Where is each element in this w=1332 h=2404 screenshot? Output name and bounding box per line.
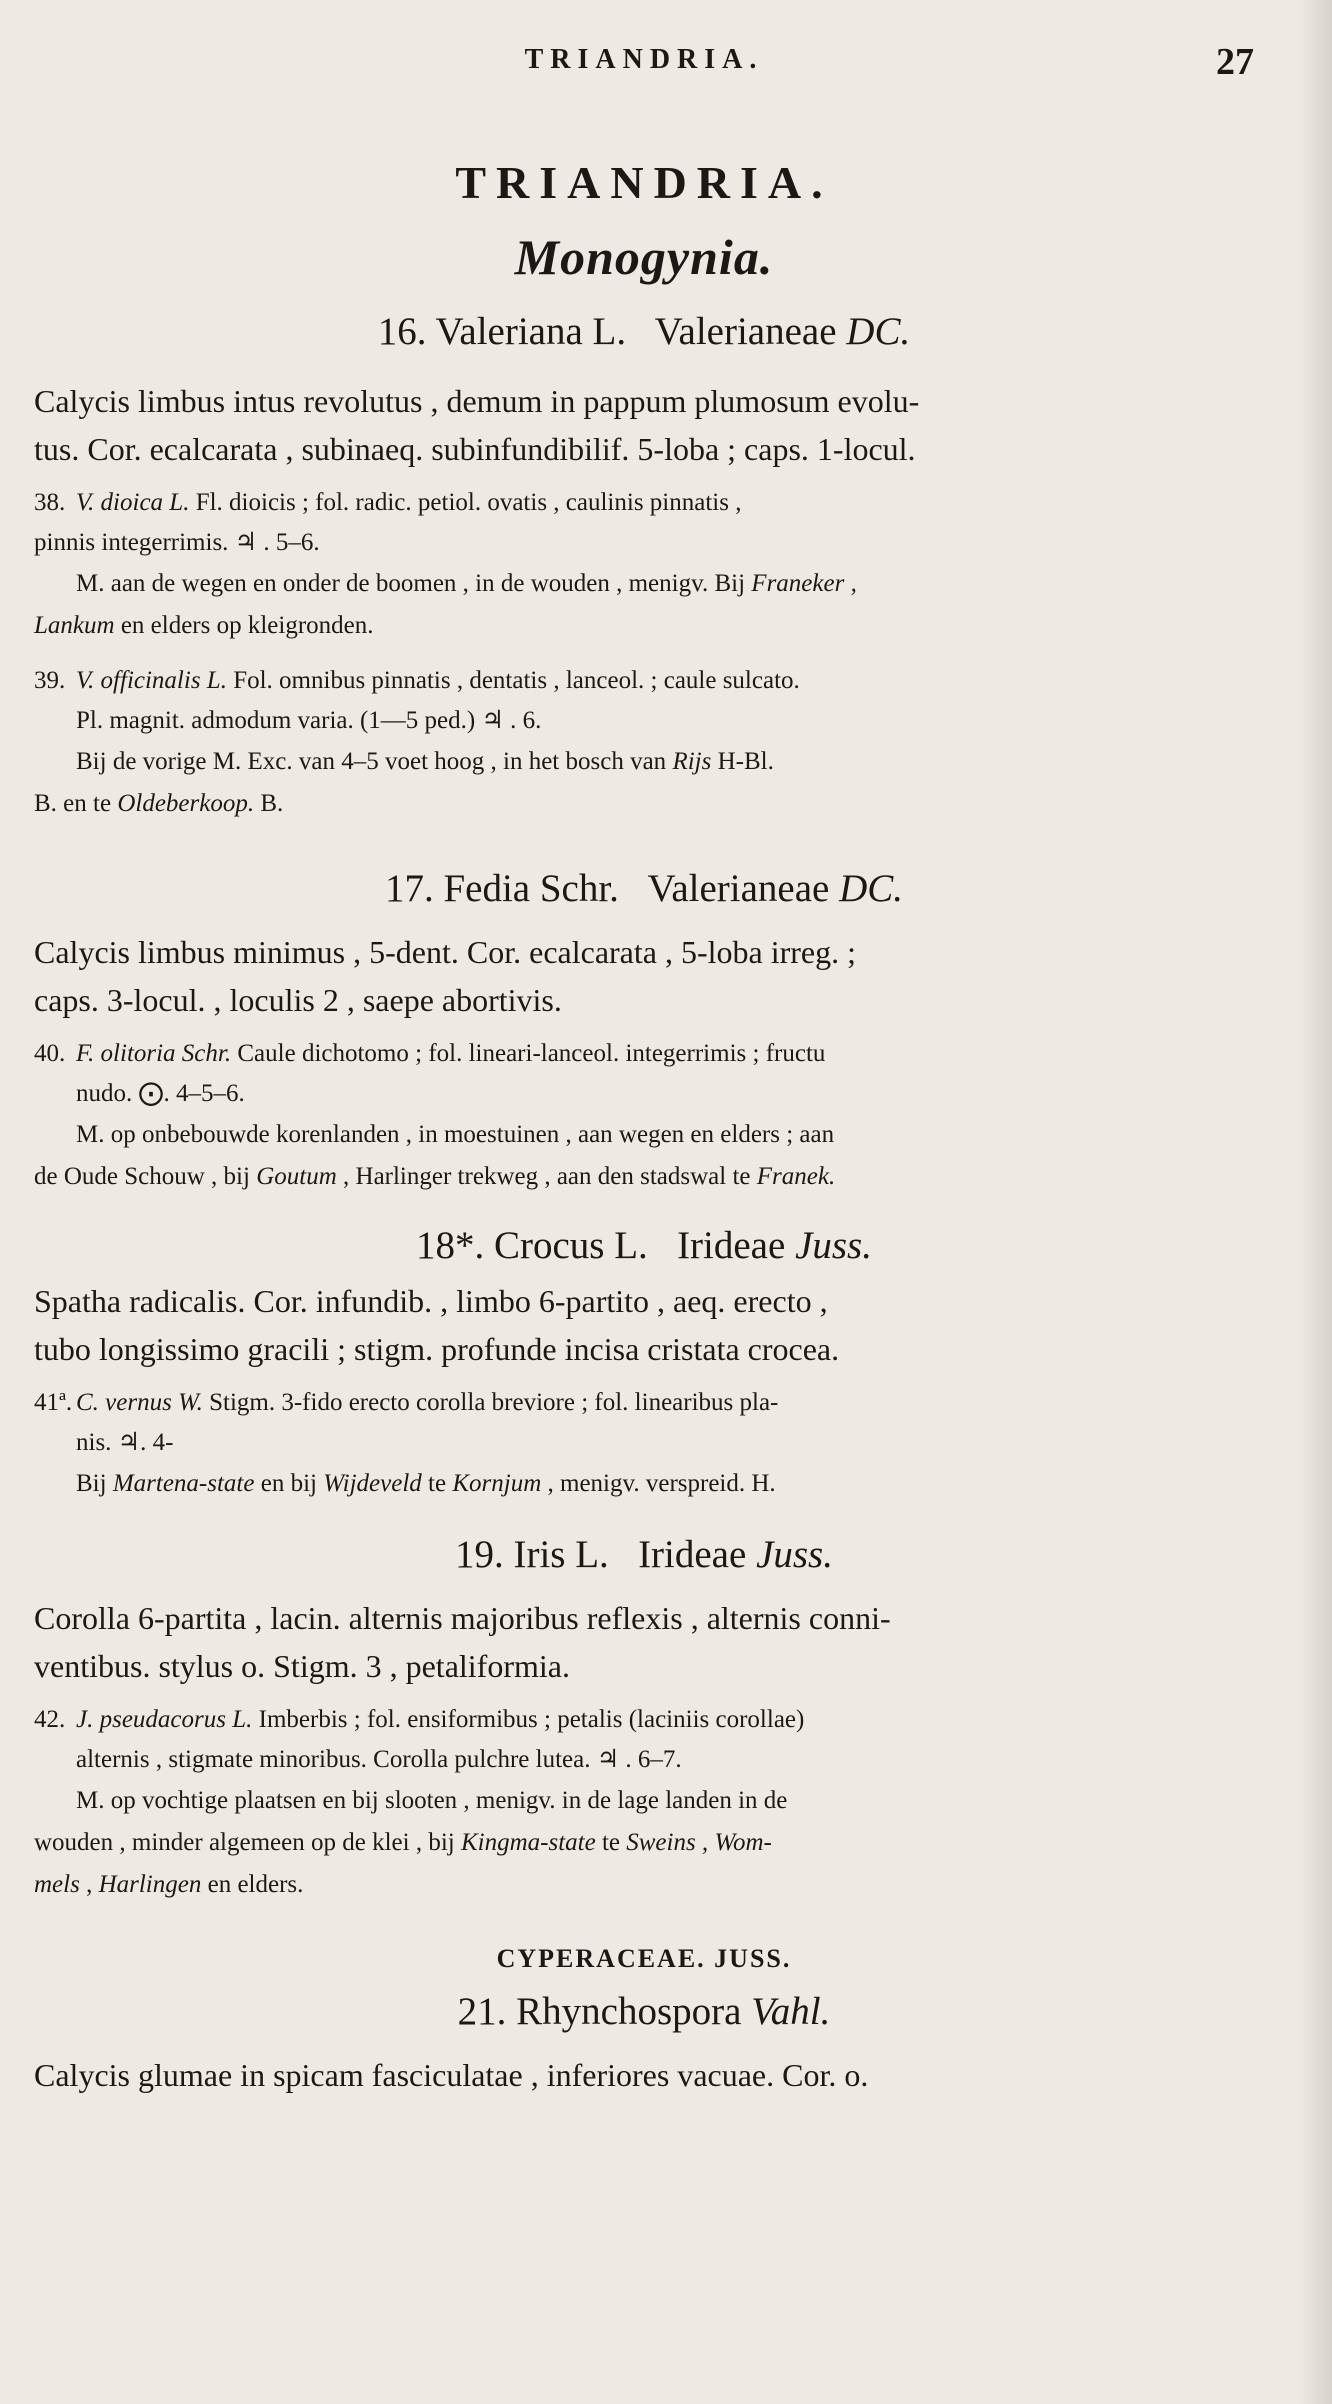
genus-name: Valeriana L. <box>435 310 627 353</box>
species-name: V. dioica L. <box>76 489 190 516</box>
habitat-text: M. op vochtige plaatsen en bij slooten , menigv. in de lage landen in de <box>76 1787 788 1814</box>
species-entry <box>34 1034 1254 1198</box>
species-description: Imberbis ; fol. ensiformibus ; petalis (laciniis corollae) <box>258 1706 805 1733</box>
habitat-text: en elders. <box>207 1871 304 1898</box>
running-head <box>34 0 1254 83</box>
locality: Kornjum <box>452 1470 542 1497</box>
species-entry <box>34 1700 1254 1906</box>
habitat-text: , menigv. verspreid. H. <box>547 1470 776 1497</box>
species-number: 39. <box>34 667 66 694</box>
habitat-text: M. op onbebouwde korenlanden , in moestuinen , aan wegen en elders ; aan <box>76 1121 835 1148</box>
species-description: alternis , stigmate minoribus. Corolla pulchre lutea. ♃ . 6–7. <box>76 1746 682 1773</box>
locality: mels <box>34 1871 80 1898</box>
species-description: pinnis integerrimis. ♃ . 5–6. <box>34 529 320 556</box>
species-entry <box>34 483 1254 647</box>
class-title: TRIANDRIA. <box>455 157 833 208</box>
genus-family: Valerianeae <box>654 310 837 353</box>
habitat-text: te <box>601 1829 620 1856</box>
locality: Kingma-state <box>460 1829 596 1856</box>
page-number: 27 <box>1216 41 1254 83</box>
family-heading: CYPERACEAE. JUSS. <box>496 1944 792 1973</box>
species-description: nis. ♃. 4- <box>76 1429 174 1456</box>
habitat-text: en elders op kleigronden. <box>120 612 374 639</box>
genus-family-author: DC. <box>846 310 911 353</box>
running-title: TRIANDRIA. <box>524 44 764 75</box>
habitat-text: M. aan de wegen en onder de boomen , in de wouden , menigv. Bij <box>76 570 746 597</box>
char-line: Spatha radicalis. Cor. infundib. , limbo 6-partito , aeq. erecto , <box>34 1283 828 1319</box>
genus-character <box>34 928 1254 1024</box>
species-number: 40. <box>34 1040 66 1067</box>
char-line: caps. 3-locul. , loculis 2 , saepe abortivis. <box>34 982 562 1018</box>
char-line: Calycis glumae in spicam fasciculatae , inferiores vacuae. Cor. o. <box>34 2057 869 2093</box>
species-description: Fol. omnibus pinnatis , dentatis , lanceol. ; caule sulcato. <box>233 667 800 694</box>
char-line: Calycis limbus minimus , 5-dent. Cor. ecalcarata , 5-loba irreg. ; <box>34 934 857 970</box>
genus-number: 19. <box>455 1533 504 1576</box>
species-description: Fl. dioicis ; fol. radic. petiol. ovatis , caulinis pinnatis , <box>195 489 742 516</box>
genus-character <box>34 377 1254 473</box>
species-name: V. officinalis L. <box>76 667 227 694</box>
locality: Goutum <box>256 1163 337 1190</box>
species-description: Caule dichotomo ; fol. lineari-lanceol. integerrimis ; fructu <box>237 1040 826 1067</box>
species-number: 42. <box>34 1706 66 1733</box>
species-entry <box>34 1383 1254 1505</box>
char-line: Corolla 6-partita , lacin. alternis majoribus reflexis , alternis conni- <box>34 1600 891 1636</box>
habitat-text: , <box>86 1871 93 1898</box>
genus-family: Irideae <box>638 1533 747 1576</box>
genus-number: 16. <box>377 310 427 353</box>
habitat-text: B. <box>260 790 284 817</box>
species-number: 41ª. <box>34 1389 73 1416</box>
habitat-text: Bij de vorige M. Exc. van 4–5 voet hoog , in het bosch van <box>76 748 667 775</box>
habitat-text: wouden , minder algemeen op de klei , bij <box>34 1829 455 1856</box>
genus-family-author: DC. <box>839 867 904 910</box>
char-line: tus. Cor. ecalcarata , subinaeq. subinfundibilif. 5-loba ; caps. 1-locul. <box>34 431 916 467</box>
habitat-text: B. en te <box>34 790 112 817</box>
genus-heading <box>34 312 1254 351</box>
locality: Martena-state <box>112 1470 255 1497</box>
genus-family-author: Juss. <box>795 1224 872 1267</box>
locality: Lankum <box>34 612 115 639</box>
genus-family: Irideae <box>677 1224 786 1267</box>
genus-number: 18*. <box>416 1224 485 1267</box>
genus-family: Valerianeae <box>647 867 830 910</box>
genus-character <box>34 1277 1254 1373</box>
species-name: C. vernus W. <box>76 1389 203 1416</box>
species-name: J. pseudacorus L. <box>76 1706 253 1733</box>
species-number: 38. <box>34 489 66 516</box>
habitat-text: te <box>428 1470 447 1497</box>
habitat-text: Bij <box>76 1470 107 1497</box>
genus-author: Vahl. <box>751 1990 831 2033</box>
habitat-text: , Harlinger trekweg , aan den stadswal te <box>343 1163 751 1190</box>
genus-heading <box>34 1535 1254 1574</box>
char-line: ventibus. stylus o. Stigm. 3 , petaliformia. <box>34 1648 570 1684</box>
habitat-text: de Oude Schouw , bij <box>34 1163 250 1190</box>
species-description: Stigm. 3-fido erecto corolla breviore ; fol. linearibus pla- <box>209 1389 779 1416</box>
locality: Rijs <box>672 748 712 775</box>
genus-heading <box>34 1992 1254 2031</box>
locality: Sweins , <box>626 1829 709 1856</box>
char-line: Calycis limbus intus revolutus , demum in pappum plumosum evolu- <box>34 383 920 419</box>
genus-name: Iris L. <box>513 1533 609 1576</box>
genus-family-author: Juss. <box>756 1533 833 1576</box>
species-description: nudo. ⨀. 4–5–6. <box>76 1080 245 1107</box>
habitat-text: en bij <box>260 1470 317 1497</box>
locality: Wijdeveld <box>323 1470 422 1497</box>
genus-character <box>34 1594 1254 1690</box>
genus-number: 21. <box>457 1990 507 2033</box>
locality: Harlingen <box>98 1871 202 1898</box>
species-name: F. olitoria Schr. <box>76 1040 232 1067</box>
genus-name: Fedia Schr. <box>443 867 619 910</box>
locality: Franek. <box>756 1163 836 1190</box>
genus-character <box>34 2051 1254 2099</box>
species-entry <box>34 661 1254 825</box>
page-edge-shadow <box>1298 0 1332 2404</box>
genus-heading <box>34 1226 1254 1265</box>
order-title: Monogynia. <box>514 229 774 285</box>
locality: Oldeberkoop. <box>117 790 255 817</box>
genus-heading <box>34 869 1254 908</box>
habitat-text: H-Bl. <box>717 748 774 775</box>
locality: Wom- <box>714 1829 772 1856</box>
char-line: tubo longissimo gracili ; stigm. profunde incisa cristata crocea. <box>34 1331 840 1367</box>
species-description: Pl. magnit. admodum varia. (1—5 ped.) ♃ . 6. <box>76 707 542 734</box>
genus-number: 17. <box>384 867 434 910</box>
genus-name: Rhynchospora <box>516 1990 742 2033</box>
genus-name: Crocus L. <box>494 1224 648 1267</box>
locality: Franeker , <box>751 570 857 597</box>
